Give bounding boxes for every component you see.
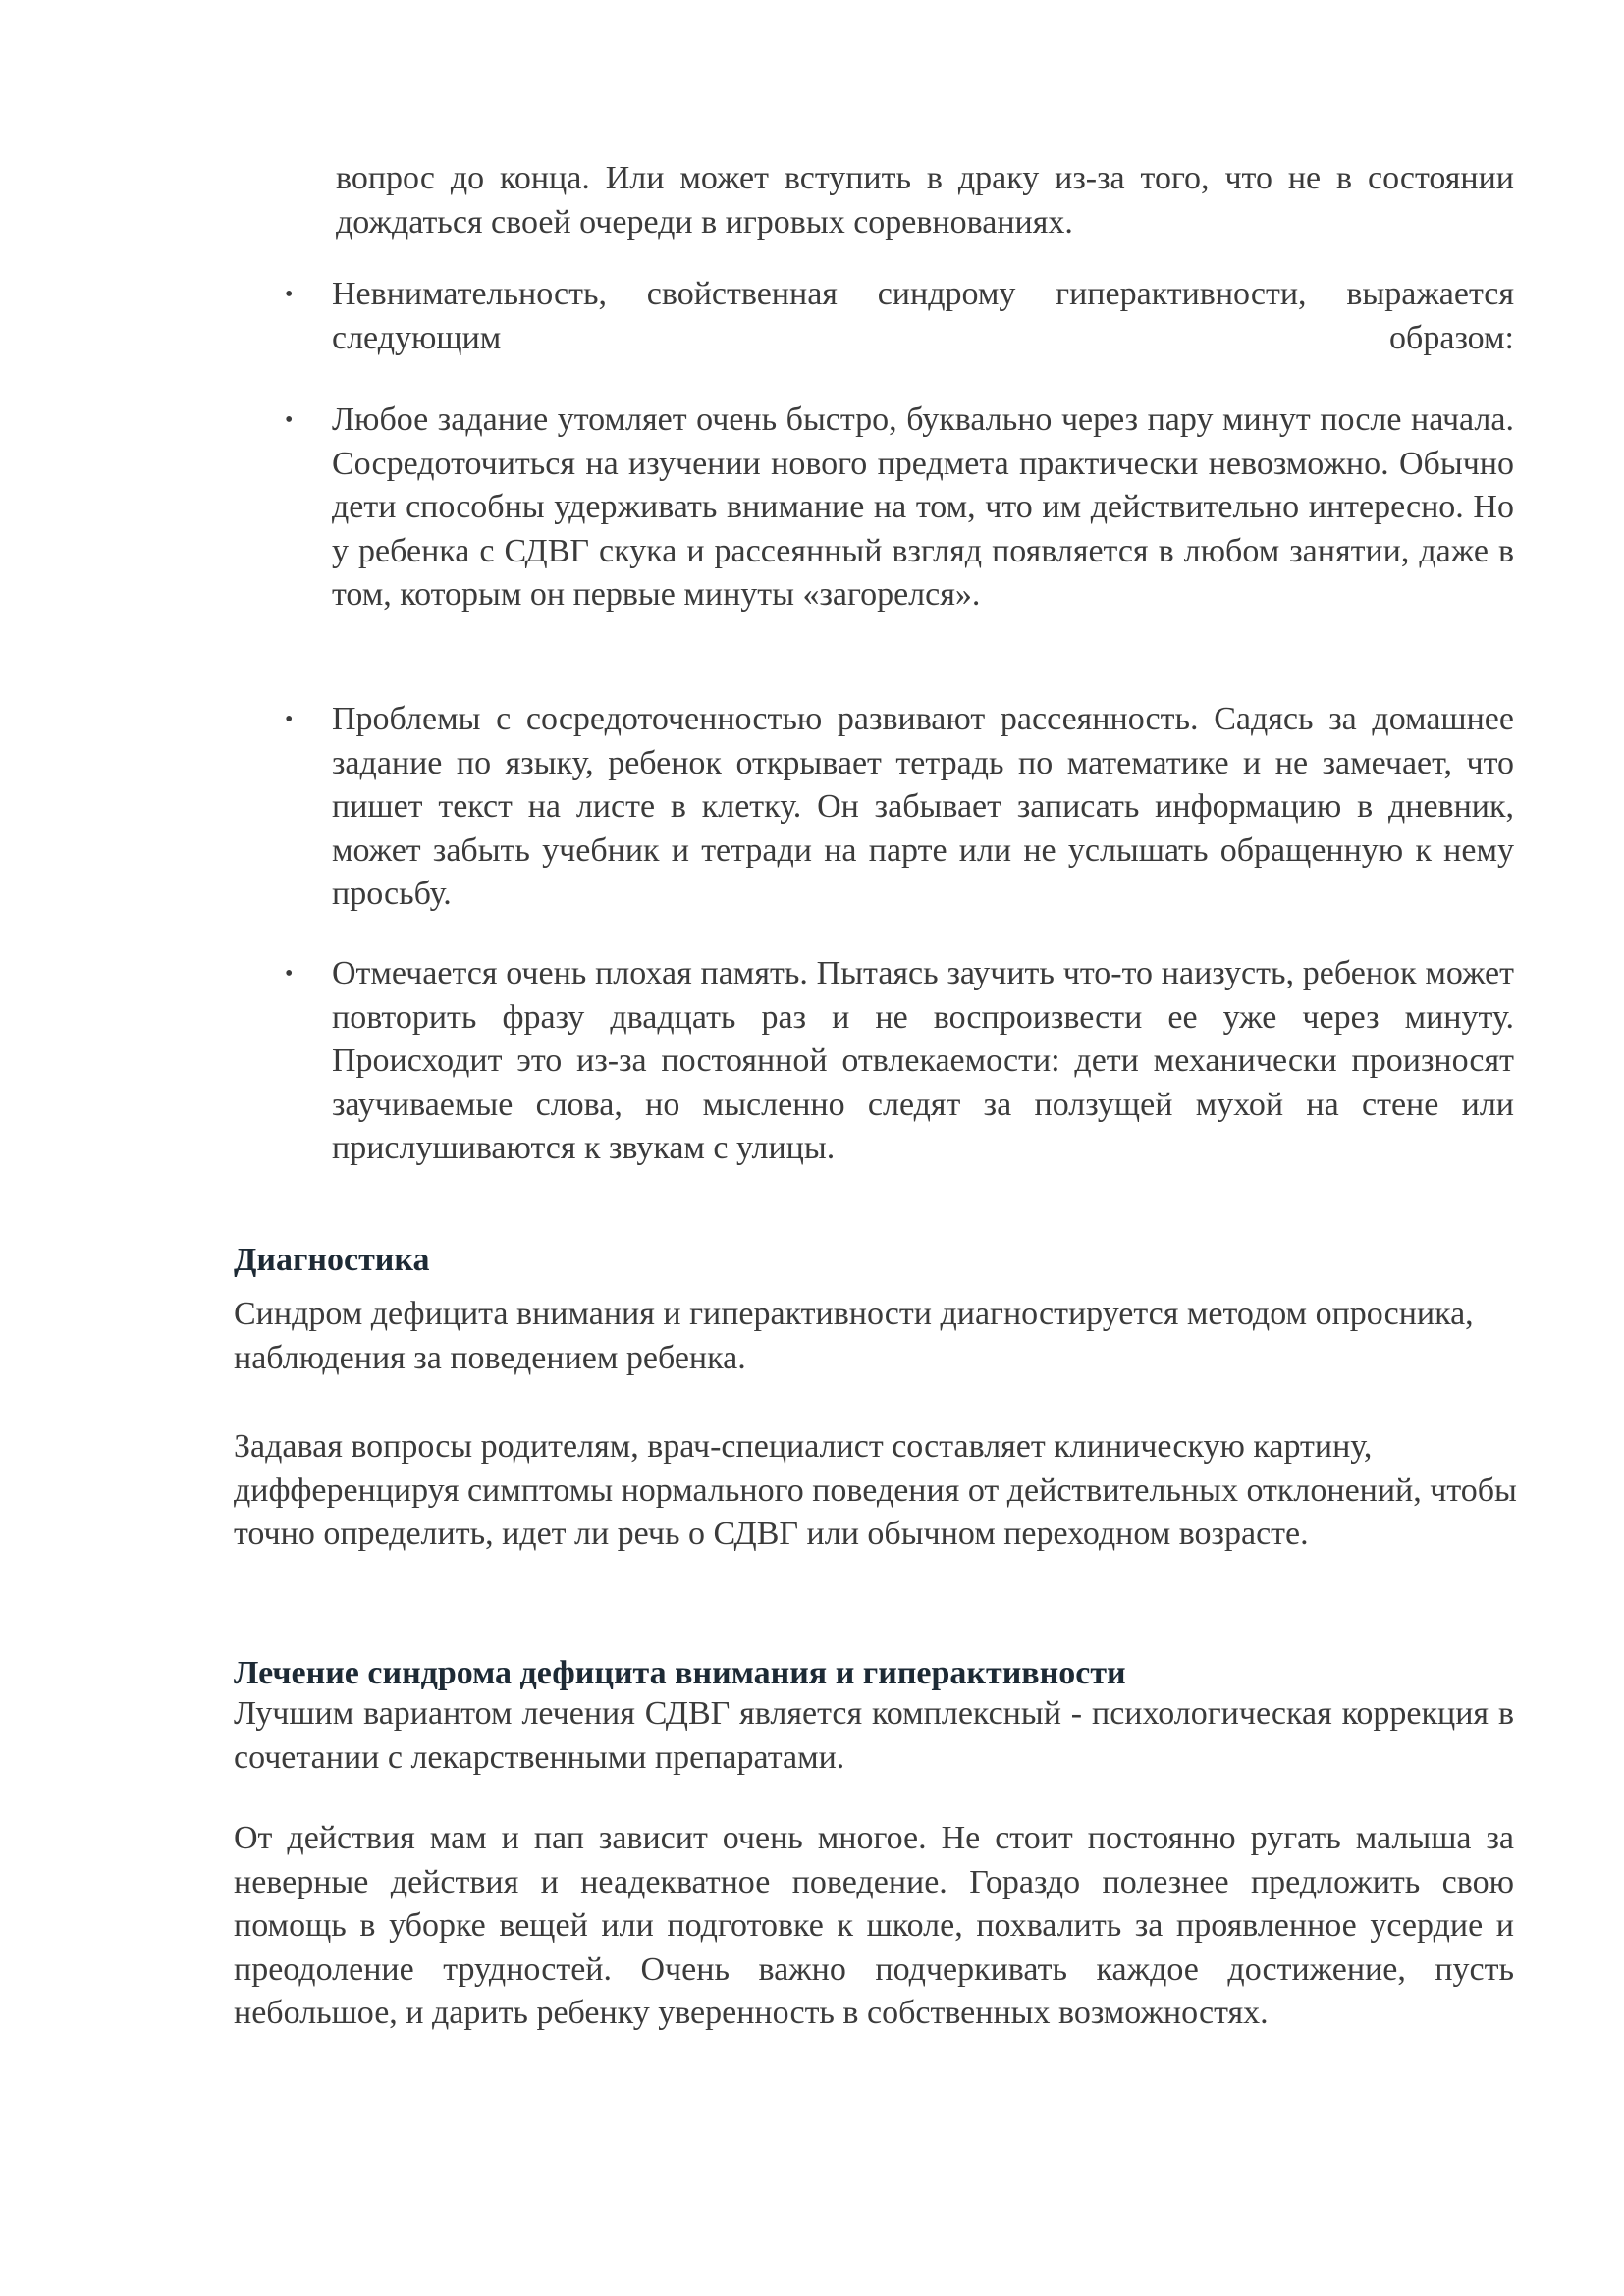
treatment-paragraph: От действия мам и пап зависит очень многое. Не стоит постоянно ругать малыша за неверные действия и неадекватное поведение. Гораздо полезнее предложить свою помощь в уборке вещей или подготовке к школе, похвалить за проявленное усердие и преодоление трудностей. Очень важно подчеркивать каждое достижение, пусть небольшое, и дарить ребенку уверенность в собственных возможностях. — [234, 1820, 1514, 2031]
treatment-paragraph: Лучшим вариантом лечения СДВГ является комплексный - психологическая коррекция в сочетании с лекарственными препаратами. — [234, 1695, 1514, 1776]
bullet-item — [285, 952, 1514, 1171]
bullet-icon: • — [285, 961, 294, 987]
bullet-icon: • — [285, 707, 294, 732]
diagnostics-paragraph: Задавая вопросы родителям, врач-специалист составляет клиническую картину, дифференцируя симптомы нормального поведения от действительных отклонений, чтобы точно определить, идет ли речь о СДВГ или обычном переходном возрасте. — [234, 1428, 1517, 1552]
diagnostics-paragraph: Синдром дефицита внимания и гиперактивности диагностируется методом опросника, наблюдения за поведением ребенка. — [234, 1296, 1474, 1376]
bullet-text: Проблемы с сосредоточенностью развивают рассеянность. Садясь за домашнее задание по языку, ребенок открывает тетрадь по математике и не замечает, что пишет текст на листе в клетку. Он забывает записать информацию в дневник, может забыть учебник и тетради на парте или не услышать обращенную к нему просьбу. — [332, 701, 1514, 912]
section-heading-diagnostics: Диагностика — [234, 1242, 430, 1278]
bullet-item — [285, 273, 1514, 360]
bullet-item — [285, 399, 1514, 617]
bullet-item — [285, 698, 1514, 917]
bullet-icon: • — [285, 282, 294, 307]
bullet-text: Невнимательность, свойственная синдрому гиперактивности, выражается следующим образом: — [332, 276, 1514, 356]
bullet-icon: • — [285, 407, 294, 433]
section-heading-treatment: Лечение синдрома дефицита внимания и гиперактивности — [234, 1655, 1126, 1691]
bullet-text: Отмечается очень плохая память. Пытаясь заучить что-то наизусть, ребенок может повторить фразу двадцать раз и не воспроизвести ее уже через минуту. Происходит это из-за постоянной отвлекаемости: дети механически произносят заучиваемые слова, но мысленно следят за ползущей мухой на стене или прислушиваются к звукам с улицы. — [332, 955, 1514, 1166]
bullet-text: Любое задание утомляет очень быстро, буквально через пару минут после начала. Сосредоточиться на изучении нового предмета практически невозможно. Обычно дети способны удерживать внимание на том, что им действительно интересно. Но у ребенка с СДВГ скука и рассеянный взгляд появляется в любом занятии, даже в том, которым он первые минуты «загорелся». — [332, 401, 1514, 613]
continuation-paragraph: вопрос до конца. Или может вступить в драку из-за того, что не в состоянии дождаться своей очереди в игровых соревнованиях. — [336, 160, 1514, 240]
